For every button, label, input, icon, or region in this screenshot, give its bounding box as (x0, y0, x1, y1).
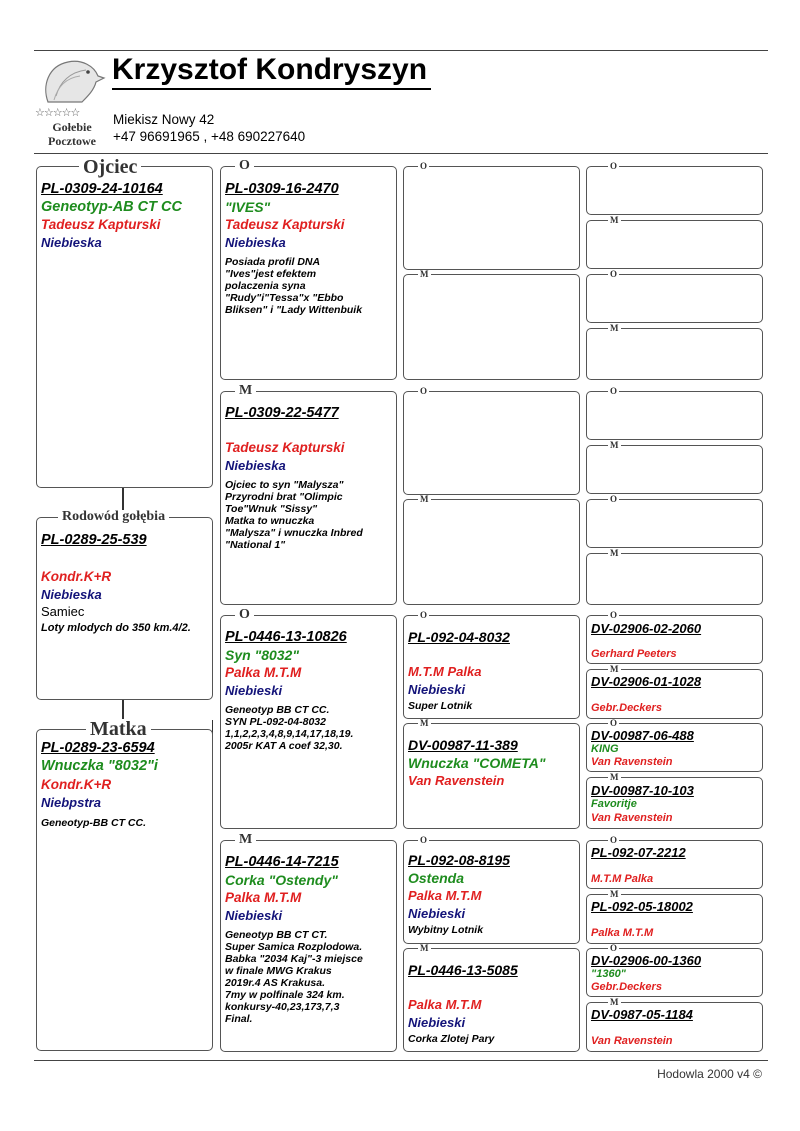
col3-1-legend: O (420, 161, 428, 171)
mmf-name: Ostenda (408, 870, 465, 886)
ff-color: Niebieska (225, 235, 286, 250)
g4-3-breeder: Van Ravenstein (591, 756, 673, 768)
col3-card-mmm[interactable] (403, 948, 580, 1052)
subject-notes: Loty mlodych do 350 km.4/2. (41, 622, 191, 634)
ff-legend: O (235, 159, 254, 173)
col4-empty-2[interactable] (586, 220, 763, 269)
mother-notes: Geneotyp-BB CT CC. (41, 817, 146, 829)
father-color: Niebieska (41, 235, 102, 250)
c4-6-legend: M (610, 440, 619, 450)
mfm-legend: M (420, 718, 429, 728)
father-breeder: Tadeusz Kapturski (41, 217, 161, 232)
mmm-color: Niebieski (408, 1015, 466, 1030)
mf-color: Niebieski (225, 683, 283, 698)
mf-ring: PL-0446-13-10826 (225, 629, 347, 645)
g4-4-legend: M (610, 772, 619, 782)
grandparent-card-mf[interactable] (220, 615, 397, 829)
col4-card-4[interactable] (586, 777, 763, 829)
mother-legend: Matka (86, 719, 151, 739)
col3-empty-2[interactable] (403, 274, 580, 380)
g4-1-legend: O (610, 610, 618, 620)
g4-3-ring: DV-00987-06-488 (591, 728, 694, 743)
mfm-breeder: Van Ravenstein (408, 773, 505, 788)
breeder-address: Miekisz Nowy 42 (113, 112, 215, 127)
c4-4-legend: M (610, 323, 619, 333)
breeder-name: Krzysztof Kondryszyn (112, 52, 431, 90)
c4-5-legend: O (610, 386, 618, 396)
col4-card-2[interactable] (586, 669, 763, 719)
fm-notes: Ojciec to syn "Malysza" Przyrodni brat "Olimpic Toe"Wnuk "Sissy" Matka to wnuczka "Malysza" i wnuczka Inbred "National 1" (225, 479, 363, 551)
g4-7-name: "1360" (591, 968, 626, 980)
ff-ring: PL-0309-16-2470 (225, 181, 339, 197)
mother-card[interactable] (36, 729, 213, 1051)
footer-credit: Hodowla 2000 v4 © (657, 1067, 762, 1081)
connector-father (122, 488, 124, 510)
g4-6-ring: PL-092-05-18002 (591, 899, 693, 914)
mmm-legend: M (420, 943, 429, 953)
mmm-breeder: Palka M.T.M (408, 997, 482, 1012)
fm-color: Niebieska (225, 458, 286, 473)
grandparent-card-fm[interactable] (220, 391, 397, 605)
col3-2-legend: M (420, 269, 429, 279)
mm-breeder: Palka M.T.M (225, 890, 302, 905)
top-rule (34, 50, 768, 51)
col3-card-mfm[interactable] (403, 723, 580, 829)
col3-4-legend: M (420, 494, 429, 504)
g4-2-legend: M (610, 664, 619, 674)
c4-1-legend: O (610, 161, 618, 171)
mff-legend: O (420, 610, 428, 620)
subject-card[interactable] (36, 517, 213, 700)
subject-ring: PL-0289-25-539 (41, 532, 147, 548)
grandparent-card-ff[interactable] (220, 166, 397, 380)
mmf-notes: Wybitny Lotnik (408, 924, 484, 936)
fm-breeder: Tadeusz Kapturski (225, 440, 345, 455)
pigeon-logo (34, 56, 110, 146)
col3-empty-1[interactable] (403, 166, 580, 270)
mother-color: Niebpstra (41, 795, 101, 810)
col4-card-8[interactable] (586, 1002, 763, 1052)
col4-empty-3[interactable] (586, 274, 763, 323)
mff-ring: PL-092-04-8032 (408, 629, 510, 645)
mmf-color: Niebieski (408, 906, 466, 921)
breeder-phones: +47 96691965 , +48 690227640 (113, 129, 306, 144)
mmm-notes: Corka Zlotej Pary (408, 1033, 495, 1045)
g4-7-breeder: Gebr.Deckers (591, 981, 662, 993)
c4-7-legend: O (610, 494, 618, 504)
col4-card-5[interactable] (586, 840, 763, 889)
mfm-ring: DV-00987-11-389 (408, 737, 518, 753)
g4-1-ring: DV-02906-02-2060 (591, 621, 702, 636)
mmm-ring: PL-0446-13-5085 (408, 962, 518, 978)
col3-empty-4[interactable] (403, 499, 580, 605)
c4-3-legend: O (610, 269, 618, 279)
grandparent-card-mm[interactable] (220, 840, 397, 1052)
g4-4-ring: DV-00987-10-103 (591, 783, 694, 798)
mmf-breeder: Palka M.T.M (408, 888, 482, 903)
g4-8-breeder: Van Ravenstein (591, 1035, 673, 1047)
fm-ring: PL-0309-22-5477 (225, 405, 339, 421)
col3-empty-3[interactable] (403, 391, 580, 495)
father-name: Geneotyp-AB CT CC (41, 199, 182, 215)
mff-notes: Super Lotnik (408, 700, 473, 712)
father-legend: Ojciec (79, 157, 141, 177)
g4-2-breeder: Gebr.Deckers (591, 702, 662, 714)
ff-notes: Posiada profil DNA "Ives"jest efektem polaczenia syna "Rudy"i"Tessa"x "Ebbo Bliksen" i "Lady Wittenbuik (225, 256, 363, 316)
mother-breeder: Kondr.K+R (41, 777, 112, 792)
col4-card-6[interactable] (586, 894, 763, 944)
g4-6-breeder: Palka M.T.M (591, 927, 654, 939)
g4-4-name: Favoritje (591, 798, 637, 810)
col4-empty-1[interactable] (586, 166, 763, 215)
g4-4-breeder: Van Ravenstein (591, 812, 673, 824)
mm-name: Corka "Ostendy" (225, 872, 338, 888)
father-ring: PL-0309-24-10164 (41, 181, 163, 197)
c4-8-legend: M (610, 548, 619, 558)
g4-3-legend: O (610, 718, 618, 728)
mm-color: Niebieski (225, 908, 283, 923)
mf-legend: O (235, 608, 254, 622)
g4-5-ring: PL-092-07-2212 (591, 845, 686, 860)
g4-8-ring: DV-0987-05-1184 (591, 1007, 693, 1022)
g4-7-legend: O (610, 943, 618, 953)
subject-sex: Samiec (41, 604, 85, 619)
mf-notes: Geneotyp BB CT CC. SYN PL-092-04-8032 1,1,2,2,3,4,8,9,14,17,18,19. 2005r KAT A coef 32,30. (225, 704, 354, 752)
subject-breeder: Kondr.K+R (41, 569, 112, 584)
mff-color: Niebieski (408, 682, 466, 697)
mother-ring: PL-0289-23-6594 (41, 740, 155, 756)
mf-breeder: Palka M.T.M (225, 665, 302, 680)
col4-empty-4[interactable] (586, 328, 763, 380)
g4-8-legend: M (610, 997, 619, 1007)
g4-5-legend: O (610, 835, 618, 845)
col4-empty-7[interactable] (586, 499, 763, 548)
pigeon-head-icon (34, 56, 110, 106)
mmf-ring: PL-092-08-8195 (408, 852, 510, 868)
subject-color: Niebieska (41, 587, 102, 602)
ff-name: "IVES" (225, 199, 271, 215)
col4-empty-6[interactable] (586, 445, 763, 494)
g4-1-breeder: Gerhard Peeters (591, 648, 677, 660)
header-rule (34, 153, 768, 154)
g4-2-ring: DV-02906-01-1028 (591, 674, 702, 689)
father-card[interactable] (36, 166, 213, 488)
col4-empty-8[interactable] (586, 553, 763, 605)
col3-3-legend: O (420, 386, 428, 396)
col4-card-7[interactable] (586, 948, 763, 997)
col3-card-mmf[interactable] (403, 840, 580, 944)
mm-legend: M (235, 833, 256, 847)
pedigree-legend: Rodowód gołębia (58, 510, 169, 524)
ff-breeder: Tadeusz Kapturski (225, 217, 345, 232)
logo-stars: ☆☆☆☆☆ (35, 106, 80, 119)
col4-card-1[interactable] (586, 615, 763, 664)
mmf-legend: O (420, 835, 428, 845)
mf-name: Syn "8032" (225, 647, 299, 663)
g4-5-breeder: M.T.M Palka (591, 873, 654, 885)
mm-notes: Geneotyp BB CT CT. Super Samica Rozplodowa. Babka "2034 Kaj"-3 miejsce w finale MWG Krakus 2019r.4 AS Krakusa. 7my w polfinale 324 km. konkursy-40,23,173,7,3 Final. (225, 929, 363, 1025)
logo-text-line2: Pocztowe (48, 134, 96, 148)
fm-legend: M (235, 384, 256, 398)
logo-text-line1: Gołebie (52, 120, 92, 134)
g4-7-ring: DV-02906-00-1360 (591, 953, 702, 968)
c4-2-legend: M (610, 215, 619, 225)
col4-card-3[interactable] (586, 723, 763, 772)
mff-breeder: M.T.M Palka (408, 664, 482, 679)
g4-3-name: KING (591, 743, 619, 755)
mm-ring: PL-0446-14-7215 (225, 854, 339, 870)
g4-6-legend: M (610, 889, 619, 899)
mother-name: Wnuczka "8032"i (41, 758, 158, 774)
col4-empty-5[interactable] (586, 391, 763, 440)
mfm-name: Wnuczka "COMETA" (408, 755, 546, 771)
col3-card-mff[interactable] (403, 615, 580, 719)
footer-rule (34, 1060, 768, 1061)
